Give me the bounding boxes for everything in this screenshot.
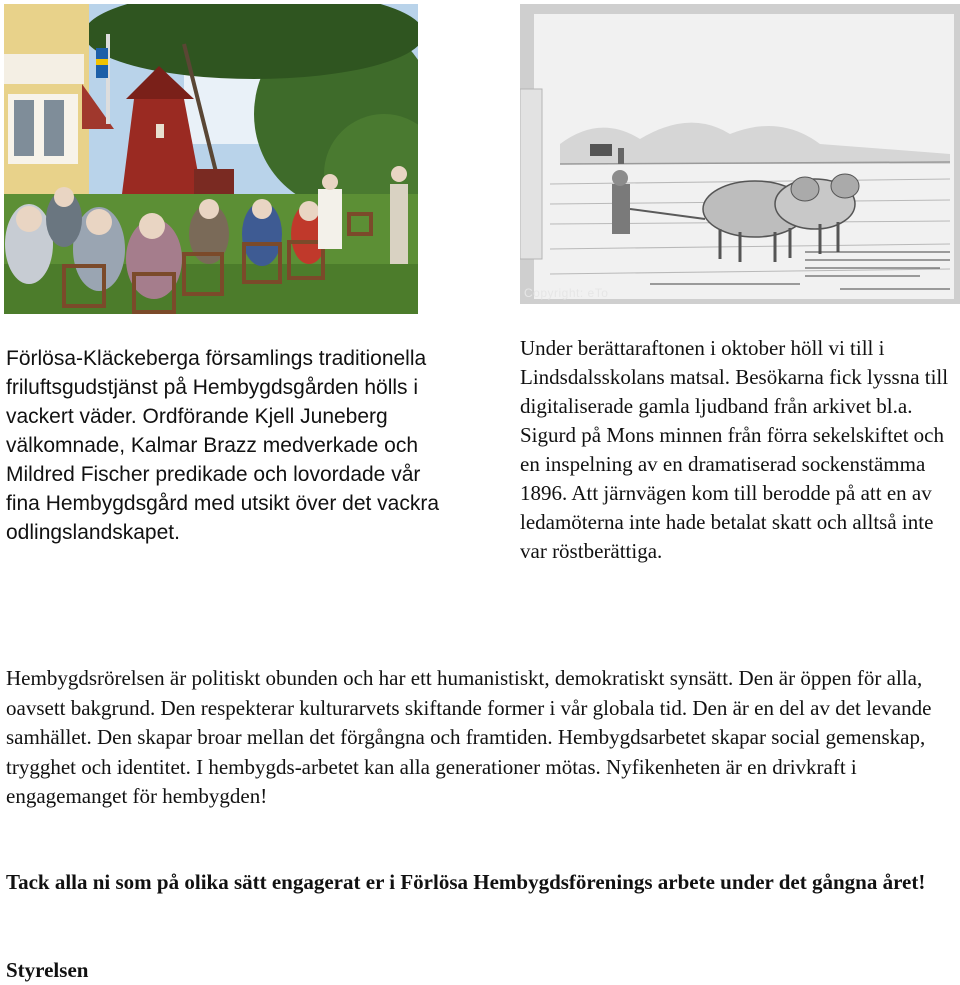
copyright-watermark: Copyright: eTo <box>524 286 609 300</box>
left-photo-caption: Förlösa-Kläckeberga församlings traditionella friluftsgudstjänst på Hembygdsgården hölls i vackert väder. Ordförande Kjell Juneberg välkomnade, Kalmar Brazz medverkade och Mildred Fischer predikade och lovordade vår fina Hembygdsgård med utsikt över det vackra odlingslandskapet. <box>6 347 440 544</box>
outdoor-service-illustration <box>4 4 418 314</box>
outdoor-service-photo <box>4 4 418 314</box>
plowing-drawing-illustration <box>520 4 960 304</box>
body-paragraph: Hembygdsrörelsen är politiskt obunden och har ett humanistiskt, demokratiskt synsätt. Den är öppen för alla, oavsett bakgrund. Den respekterar kulturarvets skiftande former i vår globala tid. Den är en del av det levande samhället. Den skapar broar mellan det förgångna och framtiden. Hembygdsarbetet skapar social gemenskap, trygghet och identitet. I hembygds-arbetet kan alla generationer mötas. Nyfikenheten är en drivkraft i engagemanget för hembygden! <box>6 666 932 808</box>
right-photo-caption: Under berättaraftonen i oktober höll vi till i Lindsdalsskolans matsal. Besökarna fick lyssna till digitaliserade gamla ljudband från arkivet bl.a. Sigurd på Mons minnen från förra sekelskiftet och en inspelning av en dramatiserad sockenstämma 1896. Att järnvägen kom till berodde på att en av ledamöterna inte hade betalat skatt och alltså inte var röstberättiga. <box>520 336 949 563</box>
thanks-paragraph: Tack alla ni som på olika sätt engagerat er i Förlösa Hembygdsförenings arbete under det gångna året! <box>6 870 926 894</box>
plowing-drawing-photo <box>520 4 960 304</box>
signature: Styrelsen <box>6 958 89 982</box>
